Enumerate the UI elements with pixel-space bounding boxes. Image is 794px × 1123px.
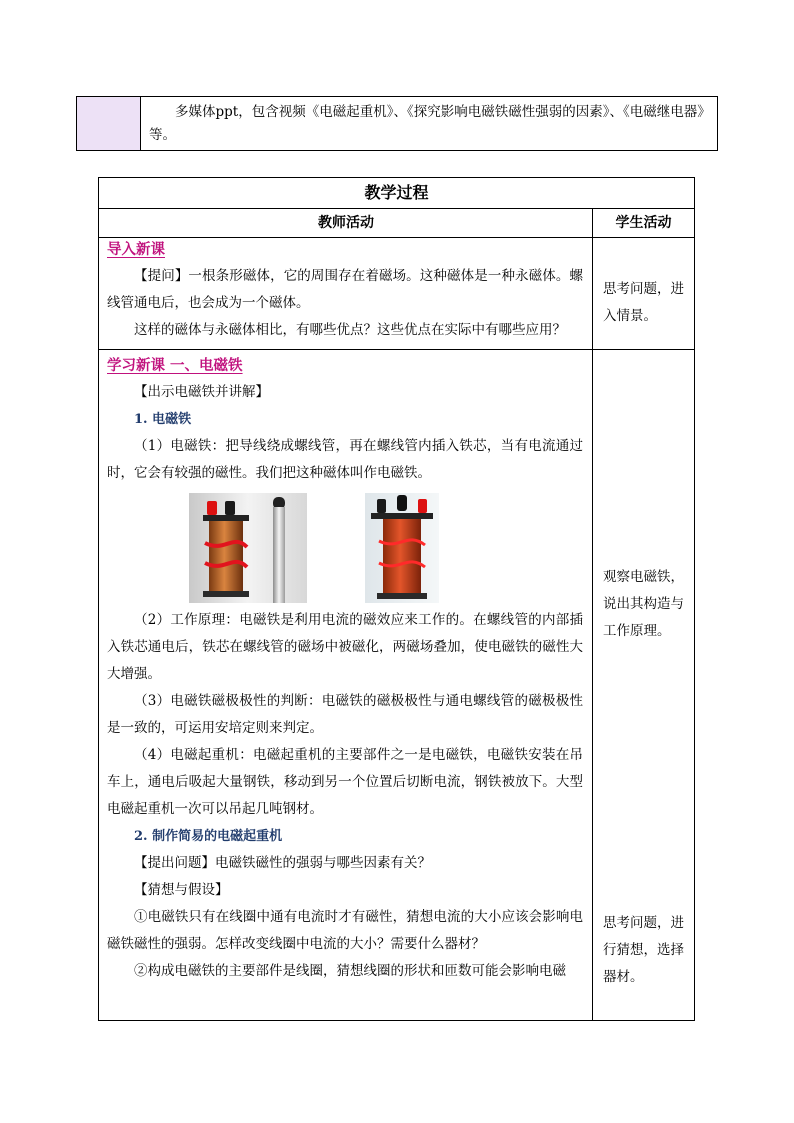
materials-label-cell xyxy=(77,97,141,150)
table-row-intro xyxy=(99,238,694,350)
student-cell-observe: 观察电磁铁，说出其构造与工作原理。 xyxy=(603,569,684,639)
intro-question: 【提问】一根条形磁体，它的周围存在着磁场。这种磁体是一种永磁体。螺线管通电后，也会成为一个磁体。 xyxy=(107,268,583,311)
item-definition: （1）电磁铁：把导线绕成螺线管，再在螺线管内插入铁芯，当有电流通过时，它会有较强的磁性。我们把这种磁体叫作电磁铁。 xyxy=(107,438,583,481)
item-principle: （2）工作原理：电磁铁是利用电流的磁效应来工作的。在螺线管的内部插入铁芯通电后，铁芯在螺线管的磁场中被磁化，两磁场叠加，使电磁铁的磁性大大增强。 xyxy=(107,612,583,682)
table-row-new-lesson xyxy=(99,350,694,1020)
student-cell-intro: 思考问题，进入情景。 xyxy=(603,281,684,324)
teacher-cell-new-lesson xyxy=(107,352,583,985)
teaching-process-table xyxy=(98,177,695,1021)
electromagnet-photos xyxy=(107,493,583,603)
show-electromagnet: 【出示电磁铁并讲解】 xyxy=(134,384,269,400)
guess-1: ①电磁铁只有在线圈中通有电流时才有磁性，猜想电流的大小应该会影响电磁铁磁性的强弱。怎样改变线圈中电流的大小？需要什么器材？ xyxy=(107,909,583,952)
teacher-cell-intro xyxy=(107,236,583,344)
table-title: 教学过程 xyxy=(99,178,694,209)
subheading-make-crane: 2. 制作简易的电磁起重机 xyxy=(134,829,283,844)
subheading-electromagnet: 1. 电磁铁 xyxy=(134,412,192,427)
raise-question: 【提出问题】电磁铁磁性的强弱与哪些因素有关？ xyxy=(134,855,431,871)
header-row xyxy=(99,209,694,238)
guess-heading: 【猜想与假设】 xyxy=(134,882,229,898)
electromagnet-core-photo xyxy=(365,493,439,603)
item-crane: （4）电磁起重机：电磁起重机的主要部件之一是电磁铁，电磁铁安装在吊车上，通电后吸起大量钢铁，移动到另一个位置后切断电流，钢铁被放下。大型电磁起重机一次可以吊起几吨钢材。 xyxy=(107,747,583,817)
intro-question-2: 这样的磁体与永磁体相比，有哪些优点？这些优点在实际中有哪些应用？ xyxy=(134,322,566,338)
section-heading-electromagnet: 学习新课 一、电磁铁 xyxy=(107,357,243,374)
electromagnet-coil-photo xyxy=(189,493,307,603)
materials-content: 多媒体ppt，包含视频《电磁起重机》、《探究影响电磁铁磁性强弱的因素》、《电磁继电器》等。 xyxy=(149,104,704,143)
section-heading-intro: 导入新课 xyxy=(107,241,165,258)
item-polarity: （3）电磁铁磁极极性的判断：电磁铁的磁极极性与通电螺线管的磁极极性是一致的，可运用安培定则来判定。 xyxy=(107,693,583,736)
teacher-activity-header: 教师活动 xyxy=(318,215,374,231)
student-activity-header: 学生活动 xyxy=(615,215,672,231)
student-cell-guess: 思考问题，进行猜想，选择器材。 xyxy=(603,915,684,985)
guess-2: ②构成电磁铁的主要部件是线圈，猜想线圈的形状和匝数可能会影响电磁 xyxy=(134,963,566,979)
materials-table xyxy=(76,96,718,151)
